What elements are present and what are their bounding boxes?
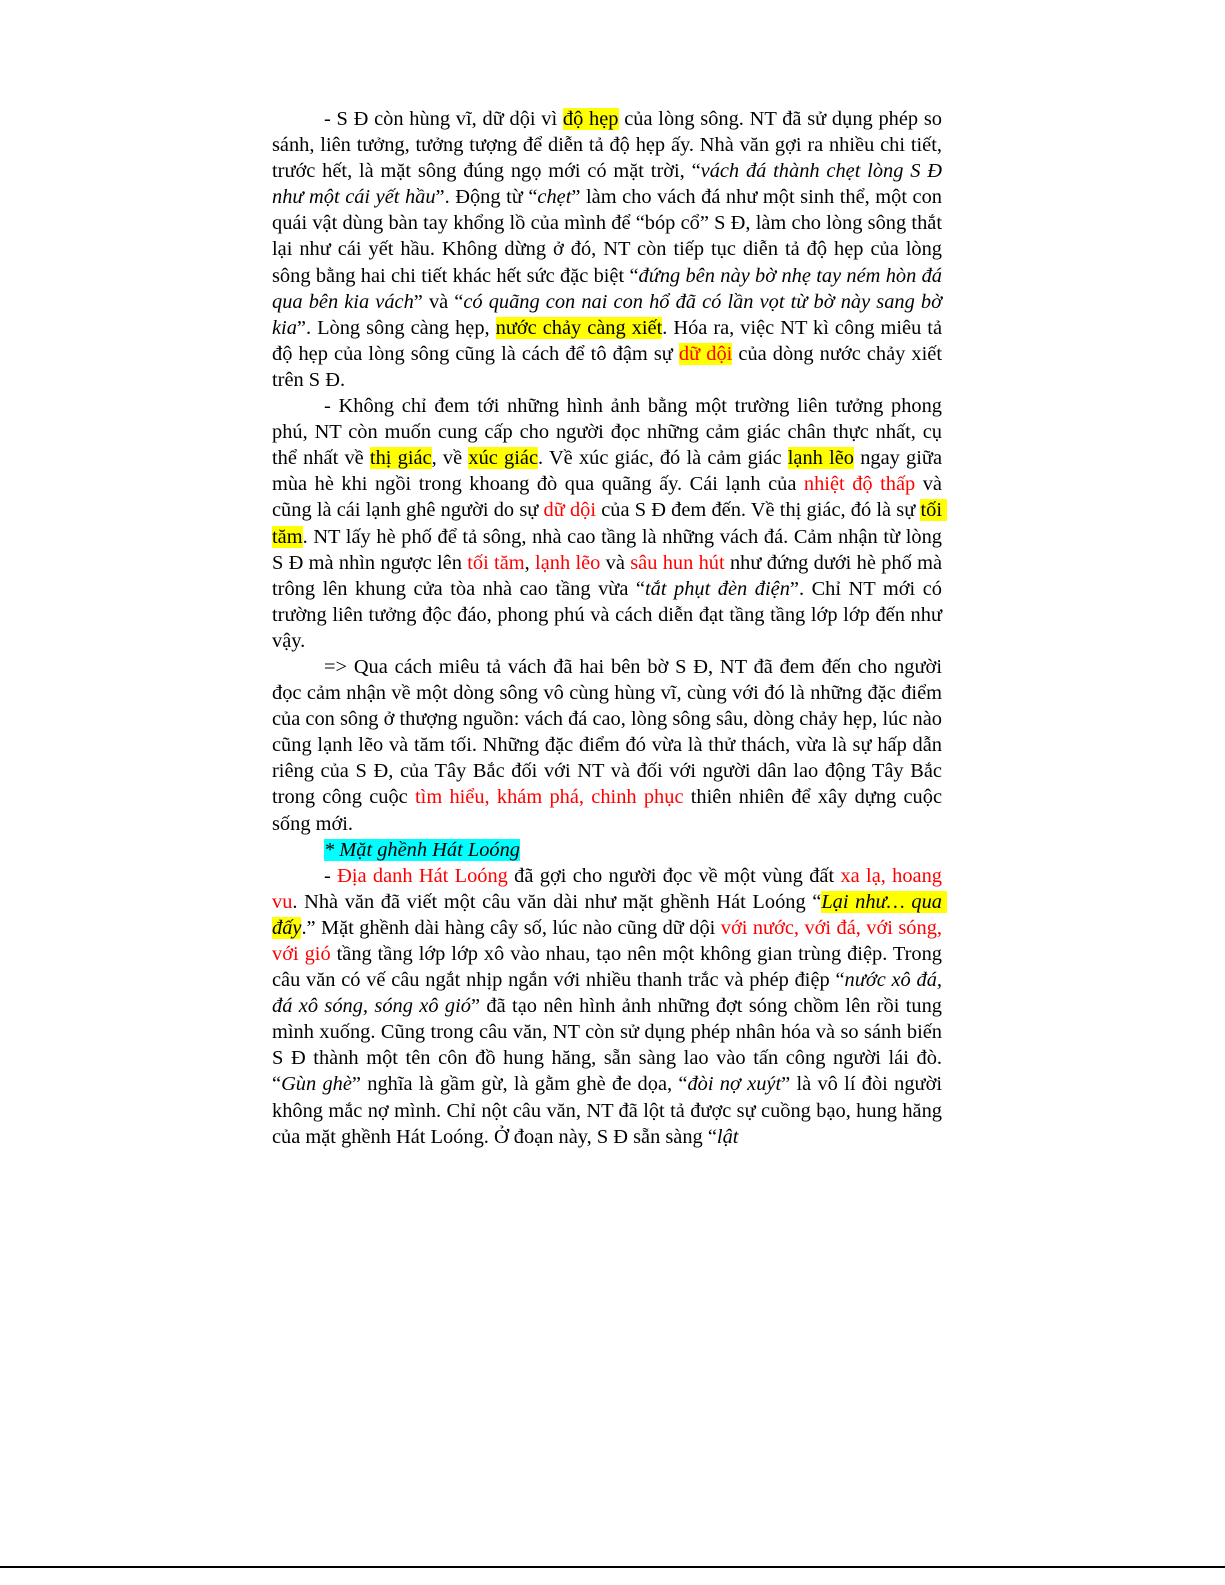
text-run: .” Mặt ghềnh dài hàng cây số, lúc nào cũng dữ dội: [301, 916, 721, 939]
text-run: và: [600, 551, 631, 574]
paragraph-cam-giac: [272, 393, 948, 654]
text-run: , về: [431, 447, 469, 470]
text-run: của dòng nước chảy xiết trên S Đ.: [272, 342, 948, 391]
text-run: => Qua cách miêu tả vách đã hai bên bờ S Đ, NT đã đem đến cho người đọc cảm nhận về một dòng sông vô cùng hùng vĩ, cùng với đó là những đặc điểm của con sông ở thượng nguồn: vách đá cao, lòng sông sâu, dòng chảy hẹp, lúc nào cũng lạnh lẽo và tăm tối. Những đặc điểm đó vừa là thử thách, vừa là sự hấp dẫn riêng của S Đ, của Tây Bắc đối với NT và đối với người dân lao động Tây Bắc trong công cuộc: [272, 655, 948, 809]
text-run: tầng tầng lớp lớp xô vào nhau, tạo nên một không gian trùng điệp. Trong câu văn có vế câu ngắt nhịp ngắn với nhiều thanh trắc và phép điệp “: [272, 943, 948, 992]
quoted-phrase: Gùn ghè: [281, 1073, 352, 1096]
text-run: ” và “: [413, 290, 464, 313]
text-run: . Về xúc giác, đó là cảm giác: [538, 447, 788, 470]
text-run: . Hóa ra, việc NT kì công miêu tả độ hẹp của lòng sông cũng là cách để tô đậm sự: [272, 316, 948, 365]
quoted-phrase: chẹt: [537, 186, 572, 209]
quoted-phrase: đòi nợ xuýt: [687, 1073, 782, 1096]
text-run: của lòng sông. NT đã sử dụng phép so sánh, liên tưởng, tưởng tượng để diễn tả độ hẹp ấy. Nhà văn gợi ra nhiều chi tiết, trước hết, là mặt sông đúng ngọ mới có mặt trời, “: [272, 108, 948, 183]
highlighted-phrase: dữ dội: [678, 342, 733, 365]
quoted-phrase: tắt phụt đèn điện: [644, 577, 790, 600]
text-run: thiên nhiên để xây dựng cuộc sống mới.: [272, 786, 948, 835]
text-run: - S Đ còn hùng vĩ, dữ dội vì: [324, 108, 563, 130]
section-heading-mat-ghenh: * Mặt ghềnh Hát Loóng: [324, 838, 520, 861]
text-run: ,: [524, 551, 536, 574]
highlighted-phrase: xa lạ, hoang vu: [272, 864, 948, 913]
highlighted-phrase: lạnh lẽo: [787, 447, 854, 470]
quoted-phrase: đứng bên này bờ nhẹ tay ném hòn đá qua bên kia vách: [272, 264, 948, 313]
text-run: như đứng dưới hè phố mà trông lên khung cửa tòa nhà cao tầng vừa “: [272, 551, 948, 600]
quoted-phrase: vách đá thành chẹt lòng S Đ như một cái yết hầu: [272, 160, 948, 209]
highlighted-phrase: với nước, với đá, với sóng, với gió: [272, 916, 948, 965]
highlighted-phrase: tìm hiểu, khám phá, chinh phục: [414, 786, 684, 809]
section-heading-paragraph: [272, 837, 942, 863]
text-run: ”. Lòng sông càng hẹp,: [296, 316, 496, 339]
text-run: - Không chỉ đem tới những hình ảnh bằng một trường liên tưởng phong phú, NT còn muốn cung cấp cho người đọc những cảm giác chân thực nhất, cụ thể nhất về: [272, 395, 948, 470]
text-run: . NT lấy hè phố để tả sông, nhà cao tầng là những vách đá. Cảm nhận từ lòng S Đ mà nhìn ngược lên: [272, 525, 948, 574]
text-run: ”. Động từ “: [435, 186, 538, 209]
text-run: ” nghĩa là gầm gừ, là gằm ghè đe dọa, “: [351, 1073, 688, 1096]
highlighted-phrase: sâu hun hút: [630, 551, 725, 574]
highlighted-phrase: độ hẹp: [562, 108, 619, 130]
text-run: -: [324, 864, 338, 887]
text-run: ” làm cho vách đá như một sinh thể, một con quái vật dùng bàn tay khổng lồ của mình để “bóp cổ” S Đ, làm cho lòng sông thắt lại như cái yết hầu. Không dừng ở đó, NT còn tiếp tục diễn tả độ hẹp của lòng sông bằng hai chi tiết khác hết sức đặc biệt “: [272, 186, 948, 287]
text-run: . Nhà văn đã viết một câu văn dài như mặt ghềnh Hát Loóng “: [292, 890, 822, 913]
text-run: đã gợi cho người đọc về một vùng đất: [507, 864, 841, 887]
paragraph-tong-ket: [272, 654, 948, 837]
highlighted-phrase: lạnh lẽo: [535, 551, 601, 574]
quoted-phrase: nước xô đá, đá xô sóng, sóng xô gió: [272, 969, 948, 1018]
text-run: ”. Chỉ NT mới có trường liên tưởng độc đáo, phong phú và cách diễn đạt tầng tầng lớp lớp đến như vậy.: [272, 577, 948, 652]
highlighted-phrase: tối tăm: [467, 551, 525, 574]
highlighted-phrase: nhiệt độ thấp: [803, 473, 916, 496]
text-run: của S Đ đem đến. Về thị giác, đó là sự: [596, 499, 921, 522]
highlighted-phrase: dữ dội: [543, 499, 597, 522]
highlighted-phrase: xúc giác: [468, 447, 539, 470]
page-bottom-rule: [0, 1566, 1225, 1568]
text-run: ” đã tạo nên hình ảnh những đợt sóng chồm lên rồi tung mình xuống. Cũng trong câu văn, NT còn sử dụng phép nhân hóa và so sánh biến S Đ thành một tên côn đồ hung hăng, sẵn sàng lao vào tấn công người lái đò. “: [272, 995, 948, 1096]
highlighted-phrase: Địa danh Hát Loóng: [337, 864, 508, 887]
document-page: [272, 106, 948, 1150]
quoted-phrase: lật: [716, 1125, 739, 1148]
text-run: và cũng là cái lạnh ghê người do sự: [272, 473, 948, 522]
paragraph-do-hep: [272, 106, 948, 393]
paragraph-hat-loong: [272, 863, 948, 1150]
highlighted-phrase: thị giác: [369, 447, 432, 470]
highlighted-phrase: tối tăm: [272, 499, 948, 548]
text-run: ngay giữa mùa hè khi ngồi trong khoang đò qua quãng ấy. Cái lạnh của: [272, 447, 948, 496]
quoted-phrase: có quãng con nai con hổ đã có lần vọt từ bờ này sang bờ kia: [272, 290, 948, 339]
highlighted-phrase: Lại như… qua đấy: [272, 890, 948, 939]
text-run: ” là vô lí đòi người không mắc nợ mình. Chỉ nột câu văn, NT đã lột tả được sự cuồng bạo, hung hăng của mặt ghềnh Hát Loóng. Ở đoạn này, S Đ sẵn sàng “: [272, 1073, 948, 1148]
highlighted-phrase: nước chảy càng xiết: [495, 316, 663, 339]
